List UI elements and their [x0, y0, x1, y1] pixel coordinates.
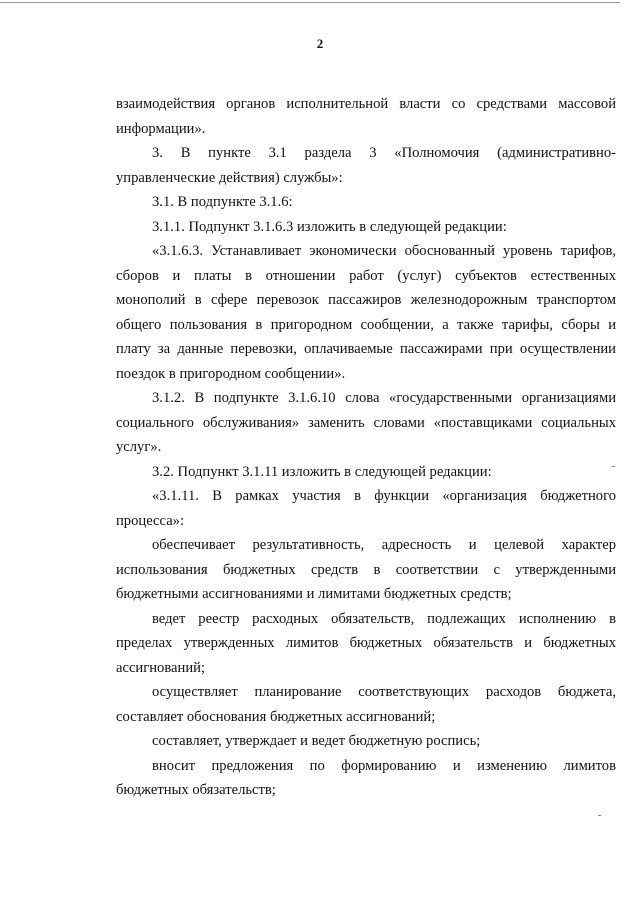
top-border-rule: [0, 2, 620, 3]
text-line-l11: плату за данные перевозки, оплачиваемые пассажирами при осуществлении: [116, 341, 616, 357]
page-number: 2: [316, 36, 324, 51]
text-line-l15: услуг».: [116, 439, 162, 455]
text-line-l24: ассигнований;: [116, 659, 205, 676]
text-line-l22: ведет реестр расходных обязательств, подлежащих исполнению в: [152, 610, 616, 627]
document-body: [116, 92, 616, 803]
text-line-l6: 3.1.1. Подпункт 3.1.6.3 изложить в следующей редакции:: [152, 218, 507, 235]
text-line-l20: использования бюджетных средств в соответствии с утвержденными: [116, 561, 616, 578]
scan-mark: [598, 815, 601, 816]
text-line-l2: информации».: [116, 120, 206, 137]
text-line-l13: 3.1.2. В подпункте 3.1.6.10 слова «государственными организациями: [152, 390, 616, 406]
text-line-l12: поездок в пригородном сообщении».: [116, 365, 346, 382]
text-line-l25: осуществляет планирование соответствующих расходов бюджета,: [152, 684, 616, 700]
text-line-l3: 3. В пункте 3.1 раздела 3 «Полномочия (административно-: [152, 145, 616, 161]
text-line-l28: вносит предложения по формированию и изменению лимитов: [152, 757, 616, 774]
text-line-l5: 3.1. В подпункте 3.1.6:: [152, 194, 293, 210]
text-line-l27: составляет, утверждает и ведет бюджетную роспись;: [152, 733, 481, 749]
text-line-l29: бюджетных обязательств;: [116, 782, 276, 798]
text-line-l9: монополий в сфере перевозок пассажиров железнодорожным транспортом: [116, 292, 616, 308]
text-line-l1: взаимодействия органов исполнительной власти со средствами массовой: [116, 96, 616, 112]
text-line-l7: «3.1.6.3. Устанавливает экономически обоснованный уровень тарифов,: [152, 243, 616, 259]
scan-mark: [612, 466, 615, 467]
text-line-l26: составляет обоснования бюджетных ассигнований;: [116, 708, 436, 725]
text-line-l19: обеспечивает результативность, адресность и целевой характер: [152, 537, 616, 553]
text-line-l14: социального обслуживания» заменить словами «поставщиками социальных: [116, 414, 616, 431]
text-line-l18: процесса»:: [116, 512, 185, 529]
text-line-l17: «3.1.11. В рамках участия в функции «организация бюджетного: [152, 488, 616, 504]
text-line-l8: сборов и платы в отношении работ (услуг) субъектов естественных: [116, 267, 616, 284]
text-line-l10: общего пользования в пригородном сообщении, а также тарифы, сборы и: [116, 316, 616, 333]
text-line-l4: управленческие действия) службы»:: [116, 169, 343, 186]
text-line-l16: 3.2. Подпункт 3.1.11 изложить в следующей редакции:: [152, 463, 492, 480]
text-line-l23: пределах утвержденных лимитов бюджетных обязательств и бюджетных: [116, 635, 616, 651]
text-line-l21: бюджетными ассигнованиями и лимитами бюджетных средств;: [116, 586, 512, 602]
